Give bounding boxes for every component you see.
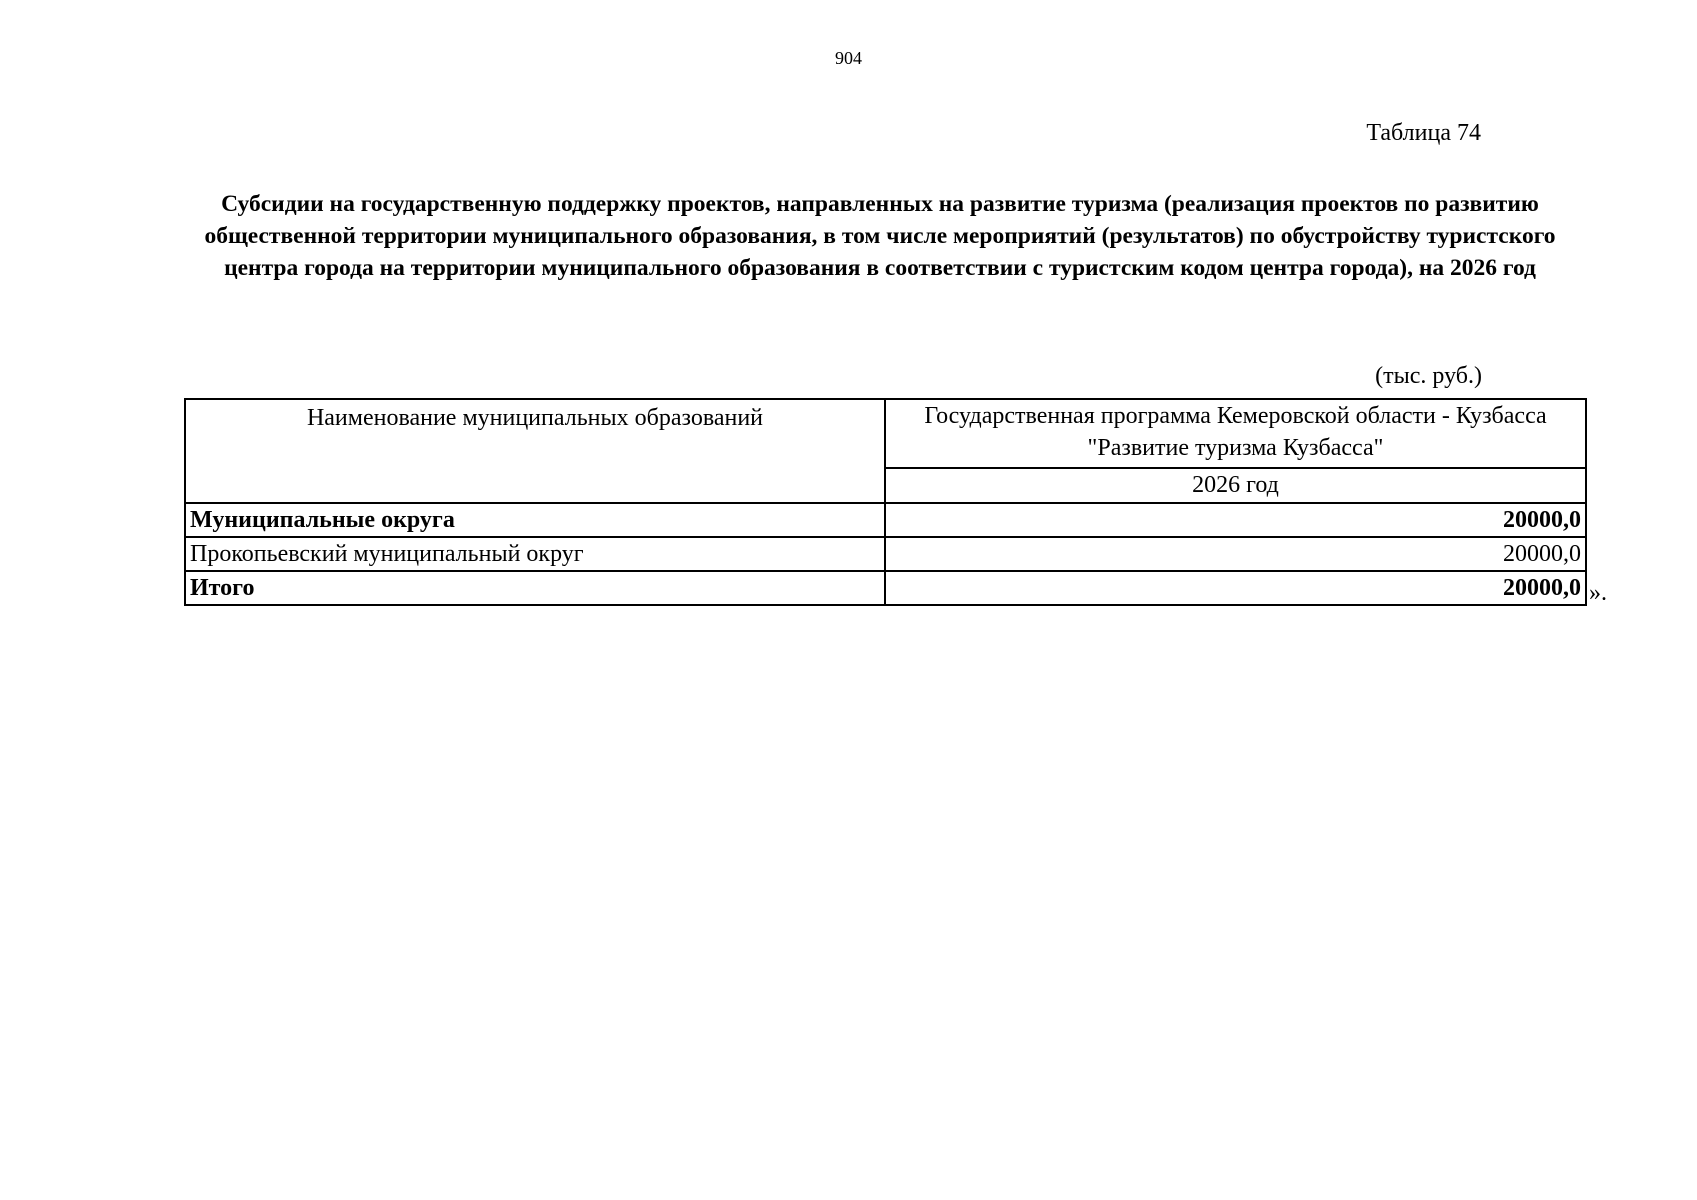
- subsidy-table: [184, 398, 1587, 606]
- row-value-municipal-districts: 20000,0: [885, 503, 1586, 537]
- page-number: 904: [835, 48, 862, 68]
- header-program: Государственная программа Кемеровской области - Кузбасса "Развитие туризма Кузбасса": [885, 399, 1586, 468]
- row-value-prokopyevsky: 20000,0: [885, 537, 1586, 571]
- row-name-municipal-districts: Муниципальные округа: [185, 503, 885, 537]
- table-row: [185, 503, 1586, 537]
- unit-label: (тыс. руб.): [1375, 363, 1482, 389]
- table-label: Таблица 74: [1366, 120, 1481, 146]
- closing-quote-mark: ».: [1589, 580, 1607, 606]
- table-header-row: [185, 399, 1586, 468]
- header-name-column: Наименование муниципальных образований: [185, 399, 885, 503]
- header-year: 2026 год: [885, 468, 1586, 503]
- table-row: [185, 571, 1586, 605]
- row-value-total: 20000,0: [885, 571, 1586, 605]
- table-row: [185, 537, 1586, 571]
- document-title: Субсидии на государственную поддержку проектов, направленных на развитие туризма (реализация проектов по развитию общественной территории муниципального образования, в том числе мероприятий (результатов) по обустройству туристского центра города на территории муниципального образования в соответствии с туристским кодом центра города), на 2026 год: [204, 191, 1556, 281]
- row-name-prokopyevsky: Прокопьевский муниципальный округ: [185, 537, 885, 571]
- row-name-total: Итого: [185, 571, 885, 605]
